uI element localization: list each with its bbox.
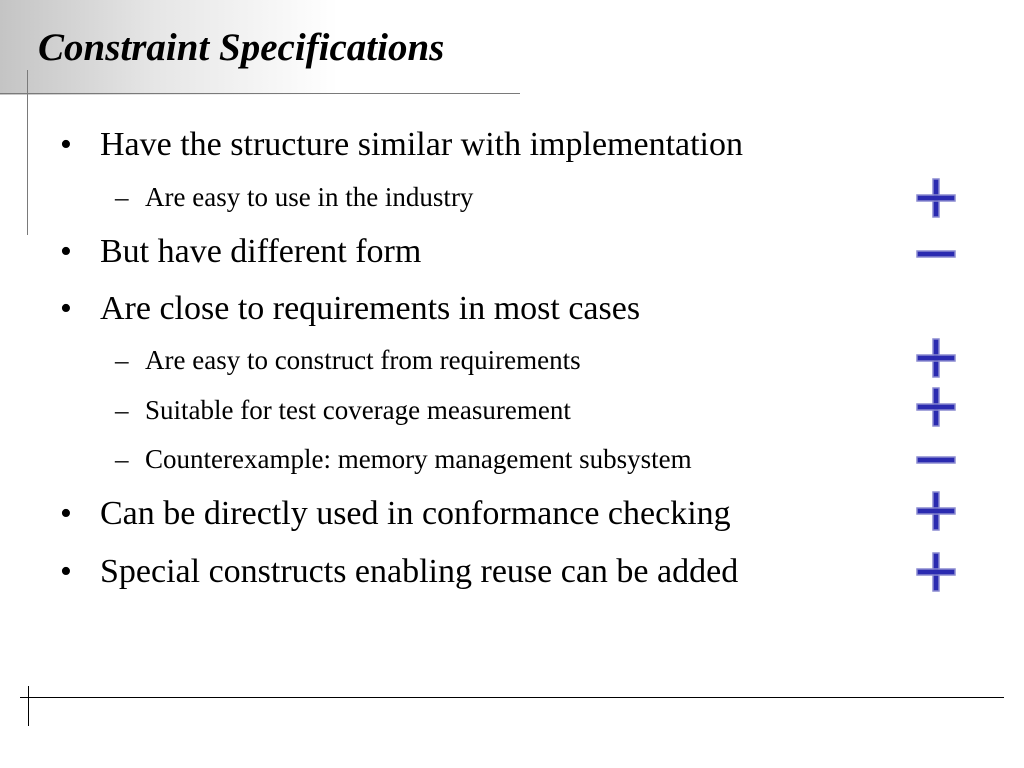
sub-bullet-text: Counterexample: memory management subsystem (145, 444, 692, 474)
bullet-text: Have the structure similar with implementation (100, 126, 743, 163)
bullet-marker: • (60, 126, 72, 163)
bullet-item (60, 494, 731, 534)
sub-bullet-item (115, 443, 692, 475)
dash-marker: – (115, 395, 129, 425)
bullet-text: Are close to requirements in most cases (100, 290, 641, 327)
sub-bullet-text: Are easy to use in the industry (145, 182, 474, 212)
bullet-text: Can be directly used in conformance checking (100, 495, 731, 532)
bullet-marker: • (60, 495, 72, 532)
sub-bullet-item (115, 181, 473, 213)
plus-icon (916, 178, 956, 218)
minus-icon (916, 440, 956, 480)
slide-title: Constraint Specifications (38, 26, 445, 69)
plus-icon (916, 387, 956, 427)
bullet-text: But have different form (100, 233, 422, 270)
bullet-marker: • (60, 290, 72, 327)
bullet-item (60, 125, 743, 165)
decorative-vertical-line (27, 70, 28, 235)
bullet-text: Special constructs enabling reuse can be added (100, 553, 739, 590)
dash-marker: – (115, 345, 129, 375)
dash-marker: – (115, 182, 129, 212)
bullet-item (60, 289, 640, 329)
plus-icon (916, 338, 956, 378)
bullet-item (60, 232, 421, 272)
dash-marker: – (115, 444, 129, 474)
title-underline (0, 93, 520, 94)
footer-corner-mark (28, 686, 29, 726)
plus-icon (916, 491, 956, 531)
plus-icon (916, 552, 956, 592)
bullet-marker: • (60, 553, 72, 590)
bullet-marker: • (60, 233, 72, 270)
sub-bullet-item (115, 344, 581, 376)
footer-divider (20, 697, 1004, 698)
minus-icon (916, 234, 956, 274)
sub-bullet-text: Suitable for test coverage measurement (145, 395, 571, 425)
bullet-item (60, 552, 738, 592)
sub-bullet-text: Are easy to construct from requirements (145, 345, 581, 375)
sub-bullet-item (115, 394, 571, 426)
